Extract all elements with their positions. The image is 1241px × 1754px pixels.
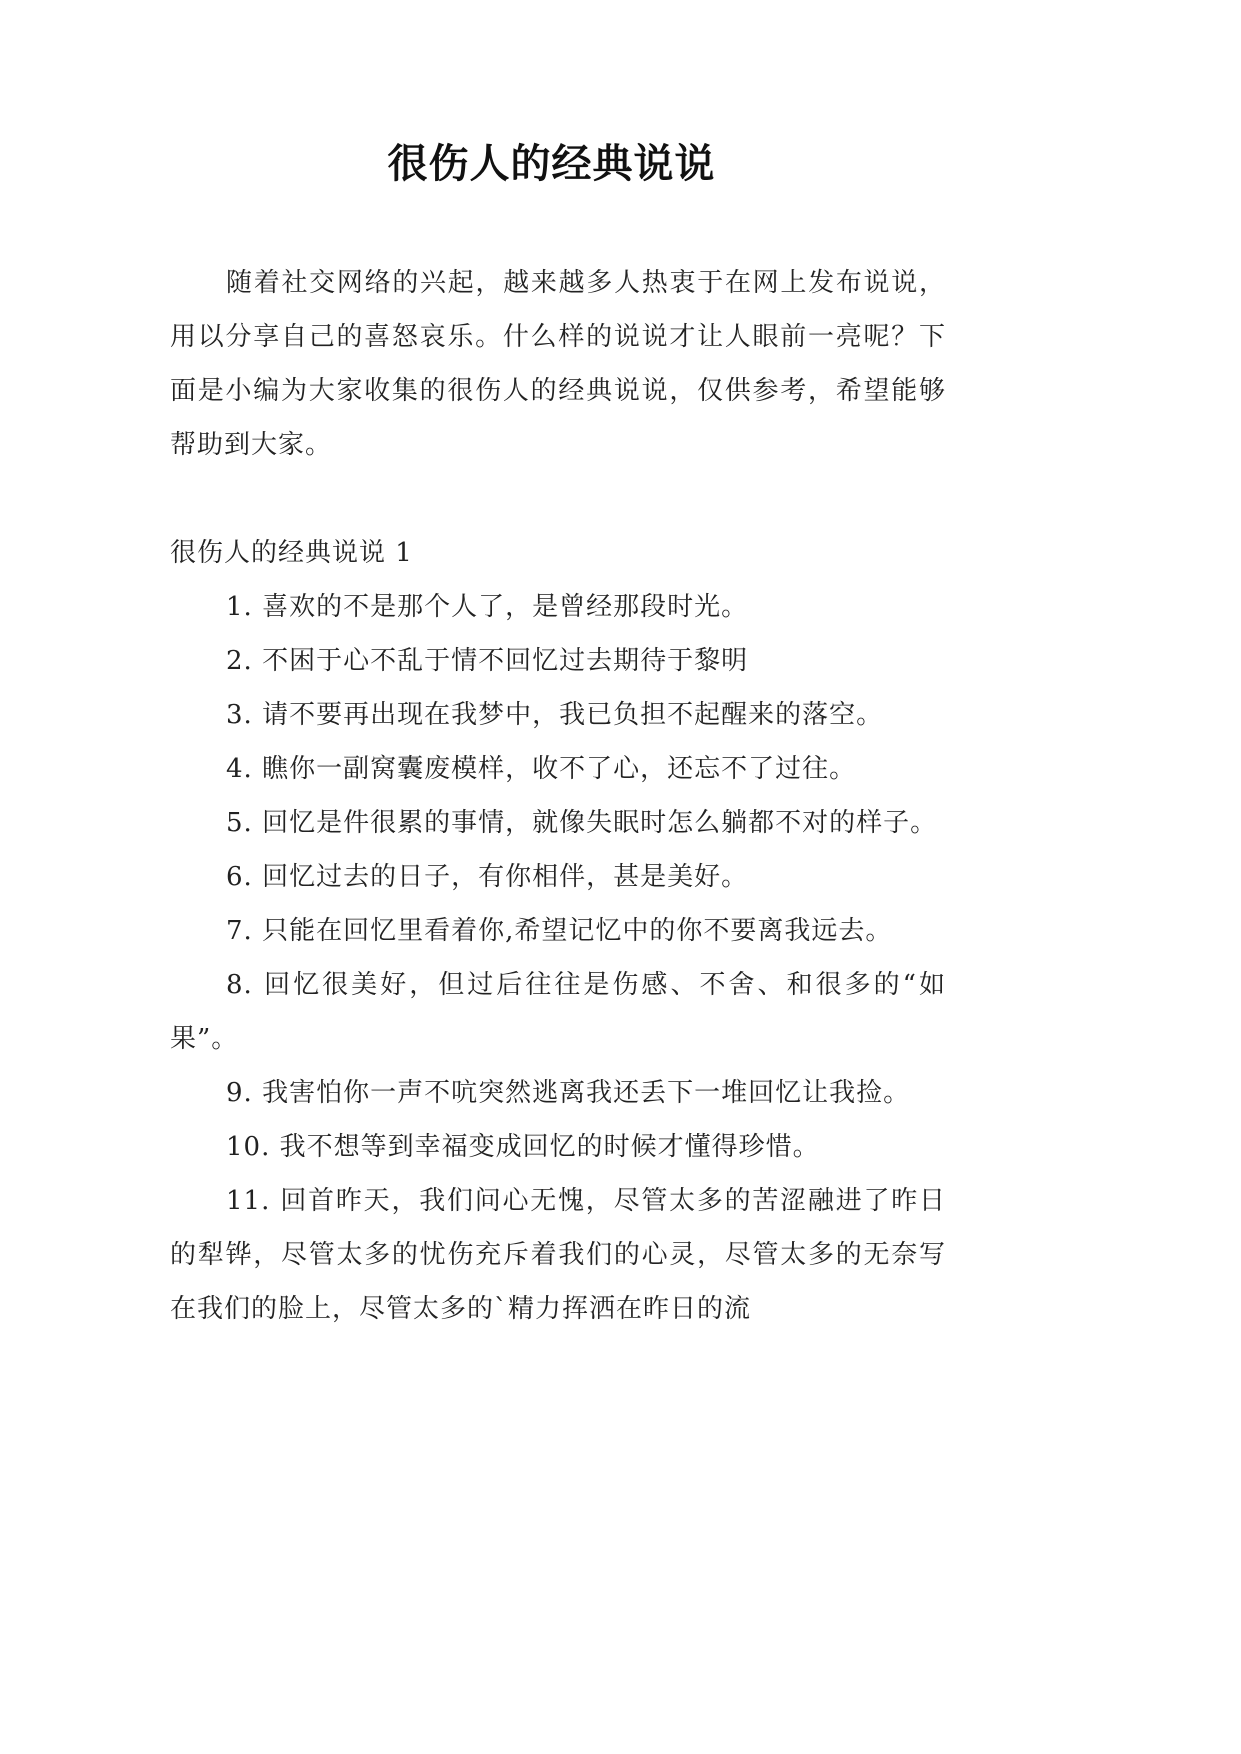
document-body: [170, 256, 946, 1336]
list-item: 5. 回忆是件很累的事情，就像失眠时怎么躺都不对的样子。: [226, 808, 938, 838]
list-item: 6. 回忆过去的日子，有你相伴，甚是美好。: [226, 862, 749, 892]
list-item: 10. 我不想等到幸福变成回忆的时候才懂得珍惜。: [226, 1132, 820, 1162]
section-heading: 很伤人的经典说说 1: [170, 538, 413, 568]
intro-paragraph: 随着社交网络的兴起，越来越多人热衷于在网上发布说说，用以分享自己的喜怒哀乐。什么样的说说才让人眼前一亮呢？下面是小编为大家收集的很伤人的经典说说，仅供参考，希望能够帮助到大家。: [170, 268, 946, 460]
list-item: 9. 我害怕你一声不吭突然逃离我还丢下一堆回忆让我捡。: [226, 1078, 911, 1108]
spacer: [170, 472, 946, 526]
list-item: 1. 喜欢的不是那个人了，是曾经那段时光。: [226, 592, 749, 622]
list-item: 4. 瞧你一副窝囊废模样，收不了心，还忘不了过往。: [226, 754, 857, 784]
list-item: 8. 回忆很美好，但过后往往是伤感、不舍、和很多的“如果”。: [170, 970, 946, 1054]
list-item: 11. 回首昨天，我们问心无愧，尽管太多的苦涩融进了昨日的犁铧，尽管太多的忧伤充斥着我们的心灵，尽管太多的无奈写在我们的脸上，尽管太多的`精力挥洒在昨日的流: [170, 1186, 946, 1324]
list-item: 7. 只能在回忆里看着你,希望记忆中的你不要离我远去。: [226, 916, 893, 946]
list-item: 3. 请不要再出现在我梦中，我已负担不起醒来的落空。: [226, 700, 884, 730]
document-title: 很伤人的经典说说: [387, 140, 716, 187]
list-item: 2. 不困于心不乱于情不回忆过去期待于黎明: [226, 646, 749, 676]
